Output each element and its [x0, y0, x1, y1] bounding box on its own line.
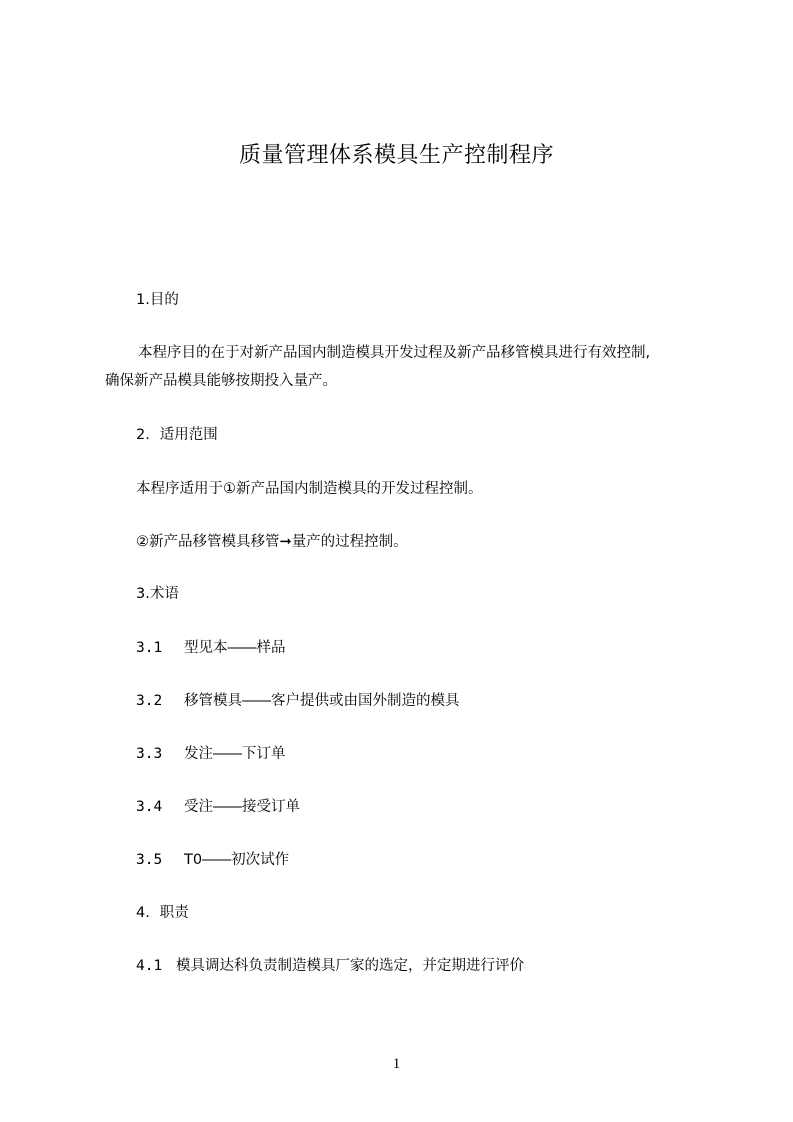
term-number: 3.4 — [136, 799, 163, 815]
section-4-1-number: 4.1 — [136, 958, 163, 974]
term-number: 3.1 — [136, 640, 163, 656]
term-text: 型见本――样品 — [184, 640, 286, 656]
section-4-heading: 4．职责 — [136, 905, 189, 921]
term-text: 移管模具――客户提供或由国外制造的模具 — [184, 693, 460, 709]
section-4-1-text: 模具调达科负责制造模具厂家的选定，并定期进行评价 — [176, 958, 524, 974]
term-item — [136, 850, 289, 870]
section-1-paragraph-line-2: 确保新产品模具能够按期投入量产。 — [105, 373, 337, 389]
section-3-heading: 3.术语 — [136, 586, 179, 602]
term-item — [136, 744, 286, 764]
term-item — [136, 638, 286, 658]
section-2-heading: 2．适用范围 — [136, 427, 218, 443]
section-1-heading: 1.目的 — [136, 292, 179, 308]
term-text: T0――初次试作 — [184, 852, 290, 868]
document-title: 质量管理体系模具生产控制程序 — [238, 143, 554, 168]
section-4-1-item — [136, 956, 524, 976]
section-2-paragraph-2: ②新产品移管模具移管➞量产的过程控制。 — [136, 534, 408, 550]
term-number: 3.5 — [136, 852, 163, 868]
term-text: 发注――下订单 — [184, 746, 286, 762]
term-number: 3.2 — [136, 693, 163, 709]
term-item — [136, 691, 460, 711]
term-item — [136, 797, 300, 817]
section-2-paragraph-1: 本程序适用于①新产品国内制造模具的开发过程控制。 — [136, 481, 483, 497]
section-1-paragraph-line-1: 本程序目的在于对新产品国内制造模具开发过程及新产品移管模具进行有效控制, — [138, 345, 651, 361]
term-text: 受注――接受订单 — [184, 799, 300, 815]
page-number: 1 — [392, 1056, 401, 1072]
term-number: 3.3 — [136, 746, 163, 762]
